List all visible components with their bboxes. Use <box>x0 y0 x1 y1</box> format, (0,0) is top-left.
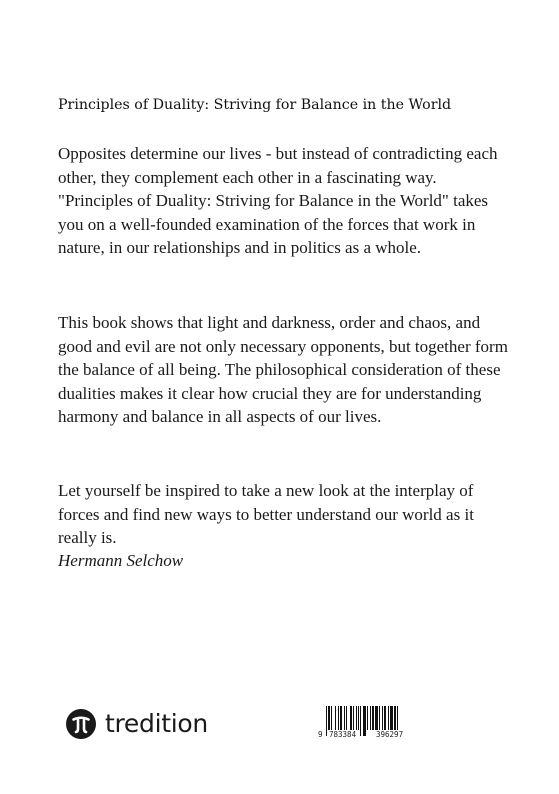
author-name: Hermann Selchow <box>58 551 184 570</box>
publisher-logo <box>66 707 208 741</box>
barcode-right-group: 396297 <box>376 730 404 739</box>
barcode-digits <box>318 729 422 741</box>
publisher-name: tredition <box>105 709 208 738</box>
blurb-paragraph-2: This book shows that light and darkness, order and chaos, and good and evil are not only necessary opponents, but together form the balance of all being. The philosophical consideration of these dualities makes it clear how crucial they are for understanding harmony and balance in all aspects of our lives. <box>58 313 508 427</box>
barcode-left-group: 783384 <box>329 730 357 739</box>
blurb-paragraph-1: Opposites determine our lives - but instead of contradicting each other, they complement each other in a fascinating way. "Principles of Duality: Striving for Balance in the World" takes you on a well-founded examination of the forces that work in nature, in our relationships and in politics as a whole. <box>58 144 498 258</box>
barcode-first-digit: 9 <box>318 730 323 739</box>
blurb-paragraph-3: Let yourself be inspired to take a new look at the interplay of forces and find new ways to better understand our world as it really is. <box>58 481 474 548</box>
book-title: Principles of Duality: Striving for Balance in the World <box>58 97 452 113</box>
tredition-logo-icon <box>66 709 96 739</box>
isbn-barcode <box>318 706 422 742</box>
